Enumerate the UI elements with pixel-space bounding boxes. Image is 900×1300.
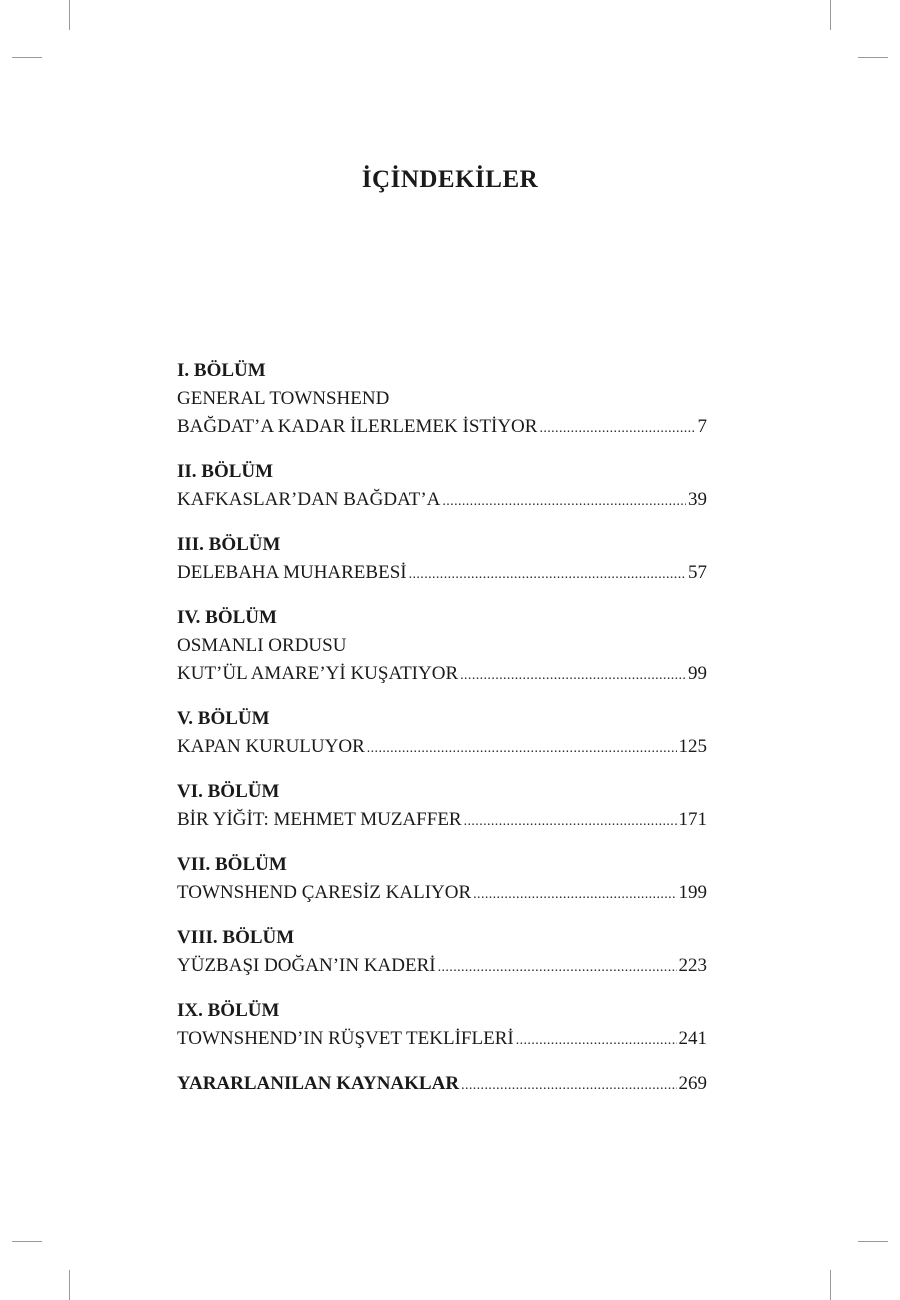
crop-mark [830, 1270, 831, 1300]
toc-row [177, 1070, 707, 1098]
dot-leader [367, 735, 677, 763]
chapter-heading: VIII. BÖLÜM [177, 927, 295, 948]
chapter-heading: V. BÖLÜM [177, 708, 270, 729]
chapter-title: KAFKASLAR’DAN BAĞDAT’A [177, 489, 441, 510]
chapter-heading: VI. BÖLÜM [177, 781, 280, 802]
toc-entry-6[interactable] [177, 778, 707, 834]
page-number: 99 [688, 663, 707, 684]
crop-mark [858, 1241, 888, 1242]
toc-entry-9[interactable] [177, 997, 707, 1053]
page-number: 199 [678, 882, 707, 903]
toc-entry-5[interactable] [177, 705, 707, 761]
chapter-heading: I. BÖLÜM [177, 360, 266, 381]
toc-entry-3[interactable] [177, 531, 707, 587]
toc-entry-8[interactable] [177, 924, 707, 980]
chapter-heading: IV. BÖLÜM [177, 607, 277, 628]
chapter-title: BAĞDAT’A KADAR İLERLEMEK İSTİYOR [177, 416, 538, 437]
toc-row [177, 660, 707, 688]
crop-mark [69, 0, 70, 30]
page-number: 223 [678, 955, 707, 976]
toc-row [177, 733, 707, 761]
page-number: 171 [678, 809, 707, 830]
page-title: İÇİNDEKİLER [361, 166, 539, 193]
toc-entry-sources[interactable] [177, 1070, 707, 1098]
toc-row [177, 413, 707, 441]
toc-entry-1[interactable] [177, 357, 707, 441]
dot-leader [460, 662, 686, 690]
page-number: 241 [678, 1028, 707, 1049]
toc-row [177, 1025, 707, 1053]
page-number: 7 [697, 416, 707, 437]
chapter-heading: IX. BÖLÜM [177, 1000, 280, 1021]
chapter-title: KAPAN KURULUYOR [177, 736, 365, 757]
chapter-title: BİR YİĞİT: MEHMET MUZAFFER [177, 809, 462, 830]
toc-row [177, 559, 707, 587]
chapter-heading: VII. BÖLÜM [177, 854, 287, 875]
toc-row [177, 486, 707, 514]
chapter-title: KUT’ÜL AMARE’Yİ KUŞATIYOR [177, 663, 459, 684]
chapter-heading: III. BÖLÜM [177, 534, 281, 555]
crop-mark [858, 57, 888, 58]
page-number: 39 [688, 489, 707, 510]
toc-entry-7[interactable] [177, 851, 707, 907]
dot-leader [516, 1027, 677, 1055]
chapter-title-line: OSMANLI ORDUSU [177, 635, 347, 656]
sources-title: YARARLANILAN KAYNAKLAR [177, 1073, 460, 1094]
chapter-title: TOWNSHEND’IN RÜŞVET TEKLİFLERİ [177, 1028, 514, 1049]
crop-mark [12, 57, 42, 58]
crop-mark [12, 1241, 42, 1242]
dot-leader [461, 1072, 676, 1100]
page-number: 269 [678, 1073, 707, 1094]
dot-leader [539, 415, 695, 443]
chapter-title: YÜZBAŞI DOĞAN’IN KADERİ [177, 955, 436, 976]
toc-entry-2[interactable] [177, 458, 707, 514]
chapter-title-line: GENERAL TOWNSHEND [177, 388, 390, 409]
dot-leader [409, 561, 686, 589]
page-number: 57 [688, 562, 707, 583]
table-of-contents [177, 357, 707, 1115]
chapter-title: DELEBAHA MUHAREBESİ [177, 562, 407, 583]
crop-mark [830, 0, 831, 30]
chapter-title: TOWNSHEND ÇARESİZ KALIYOR [177, 882, 472, 903]
toc-entry-4[interactable] [177, 604, 707, 688]
toc-row [177, 952, 707, 980]
toc-row [177, 806, 707, 834]
dot-leader [473, 881, 676, 909]
crop-mark [69, 1270, 70, 1300]
dot-leader [464, 808, 677, 836]
page-number: 125 [678, 736, 707, 757]
dot-leader [442, 488, 686, 516]
chapter-heading: II. BÖLÜM [177, 461, 274, 482]
dot-leader [438, 954, 677, 982]
toc-row [177, 879, 707, 907]
